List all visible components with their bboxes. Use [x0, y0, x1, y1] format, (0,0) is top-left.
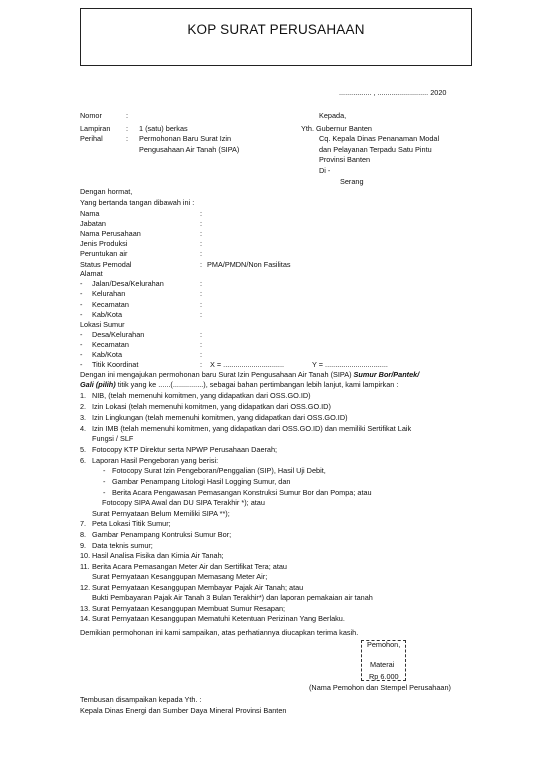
closing-text: Demikian permohonan ini kami sampaikan, atas perhatiannya diucapkan terima kasih. [80, 628, 359, 637]
list-item-number: 8. [80, 530, 87, 539]
request-line1-plain: Dengan ini mengajukan permohonan baru Surat Izin Pengusahaan Air Tanah (SIPA) [80, 370, 354, 379]
list-item-number: 2. [80, 402, 87, 411]
alamat-item-label: Kelurahan [92, 289, 126, 298]
field-colon: : [200, 249, 203, 258]
lampiran-colon: : [126, 124, 129, 133]
lokasi-item-label: Desa/Kelurahan [92, 330, 145, 339]
list-item-number: 12. [80, 583, 91, 592]
lokasi-item-label: Kecamatan [92, 340, 129, 349]
signature-pemohon: Pemohon, [367, 640, 401, 649]
sub-item-dash: - [103, 477, 106, 486]
alamat-item-label: Kecamatan [92, 300, 129, 309]
field-label: Nama [80, 209, 100, 218]
list-item: Surat Pernyataan Kesanggupan Membuat Sumur Resapan; [92, 604, 286, 613]
recipient-kepada: Kepada, [319, 111, 347, 120]
lokasi-item-colon: : [200, 340, 203, 349]
recipient-di: Di - [319, 166, 331, 175]
field-value: PMA/PMDN/Non Fasilitas [207, 260, 291, 269]
field-colon: : [200, 239, 203, 248]
list-item-continuation: Surat Pernyataan Kesanggupan Memasang Meter Air; [92, 572, 268, 581]
nomor-colon: : [126, 111, 129, 120]
list-item-number: 7. [80, 519, 87, 528]
recipient-cq-line2: dan Pelayanan Terpadu Satu Pintu [319, 145, 432, 154]
request-line2-plain: titik yang ke ......(...............), sebagai bahan pertimbangan lebih lanjut, kami lampirkan : [115, 380, 399, 389]
field-colon: : [200, 209, 203, 218]
list-item-number: 10. [80, 551, 91, 560]
alamat-item-colon: : [200, 300, 203, 309]
lokasi-item-colon: : [200, 330, 203, 339]
list-item-number: 11. [80, 562, 90, 571]
alamat-dash: - [80, 300, 83, 309]
list-item-number: 6. [80, 456, 87, 465]
list-item: Izin Lingkungan (telah memenuhi komitmen, yang didapatkan dari OSS.GO.ID) [92, 413, 348, 422]
tembusan-item: Kepala Dinas Energi dan Sumber Daya Mineral Provinsi Banten [80, 706, 287, 715]
letterhead-box [80, 8, 472, 66]
list-item-continuation: Bukti Pembayaran Pajak Air Tanah 3 Bulan Terakhir*) dan laporan pemakaian air tanah [92, 593, 373, 602]
lokasi-dash: - [80, 350, 83, 359]
materai-label: Materai [370, 660, 395, 669]
list-item: Fotocopy KTP Direktur serta NPWP Perusahaan Daerah; [92, 445, 278, 454]
field-label: Peruntukan air [80, 249, 128, 258]
recipient-city: Serang [340, 177, 364, 186]
recipient-yth: Yth. Gubernur Banten [301, 124, 372, 133]
titik-x: X = .............................. [210, 360, 285, 369]
list-item-number: 9. [80, 541, 87, 550]
list-item-number: 3. [80, 413, 87, 422]
titik-label: Titik Koordinat [92, 360, 139, 369]
field-label: Jabatan [80, 219, 106, 228]
list-item: Hasil Analisa Fisika dan Kimia Air Tanah; [92, 551, 224, 560]
list-item: Berita Acara Pemasangan Meter Air dan Sertifikat Tera; atau [92, 562, 287, 571]
alamat-dash: - [80, 279, 83, 288]
titik-y: Y = ............................... [312, 360, 388, 369]
list-item: Izin IMB (telah memenuhi komitmen, yang didapatkan dari OSS.GO.ID) dan memiliki Sertifikat Laik [92, 424, 412, 433]
sub-item-dash: - [103, 466, 106, 475]
list-item: Izin Lokasi (telah memenuhi komitmen, yang didapatkan dari OSS.GO.ID) [92, 402, 331, 411]
lokasi-dash: - [80, 340, 83, 349]
list-item-number: 5. [80, 445, 87, 454]
lampiran-label: Lampiran [80, 124, 111, 133]
sub-item: Fotocopy Surat Izin Pengeboran/Penggalian (SIP), Hasil Uji Debit, [112, 466, 326, 475]
list-item-number: 4. [80, 424, 87, 433]
letterhead-title: KOP SURAT PERUSAHAAN [187, 22, 365, 37]
alamat-dash: - [80, 289, 83, 298]
field-label: Jenis Produksi [80, 239, 128, 248]
alamat-item-colon: : [200, 279, 203, 288]
list-item-continuation: Fungsi / SLF [92, 434, 134, 443]
request-line2 [80, 381, 398, 390]
lokasi-heading: Lokasi Sumur [80, 320, 125, 329]
field-label: Status Pemodal [80, 260, 132, 269]
recipient-cq-line3: Provinsi Banten [319, 155, 371, 164]
intro-text: Yang bertanda tangan dibawah ini : [80, 198, 195, 207]
perihal-value-line1: Permohonan Baru Surat Izin [139, 134, 232, 143]
sub-item: Berita Acara Pengawasan Pemasangan Konstruksi Sumur Bor dan Pompa; atau [112, 488, 372, 497]
lampiran-value: 1 (satu) berkas [139, 124, 188, 133]
field-colon: : [200, 219, 203, 228]
alamat-item-label: Kab/Kota [92, 310, 123, 319]
request-line1 [80, 371, 419, 380]
list-item: NIB, (telah memenuhi komitmen, yang didapatkan dari OSS.GO.ID) [92, 391, 311, 400]
sub-plain-line: Surat Pernyataan Belum Memiliki SIPA **); [92, 509, 230, 518]
alamat-dash: - [80, 310, 83, 319]
lokasi-dash: - [80, 330, 83, 339]
list-item-number: 14. [80, 614, 91, 623]
list-item: Peta Lokasi Titik Sumur; [92, 519, 171, 528]
request-line1-bold: Sumur Bor/Pantek/ [353, 370, 420, 379]
signature-caption: (Nama Pemohon dan Stempel Perusahaan) [309, 683, 451, 692]
materai-amount: Rp 6.000 [369, 672, 399, 681]
sub-plain-line: Fotocopy SIPA Awal dan DU SIPA Terakhir *); atau [102, 498, 265, 507]
request-line2-bold: Gali (pilih) [80, 380, 116, 389]
perihal-label: Perihal [80, 134, 103, 143]
lokasi-item-colon: : [200, 350, 203, 359]
perihal-colon: : [126, 134, 129, 143]
alamat-heading: Alamat [80, 269, 103, 278]
list-item-number: 13. [80, 604, 91, 613]
tembusan-heading: Tembusan disampaikan kepada Yth. : [80, 695, 202, 704]
list-item: Laporan Hasil Pengeboran yang berisi: [92, 456, 219, 465]
list-item: Surat Pernyataan Kesanggupan Mematuhi Ketentuan Perizinan Yang Berlaku. [92, 614, 345, 623]
field-label: Nama Perusahaan [80, 229, 141, 238]
field-colon: : [200, 229, 203, 238]
list-item: Surat Pernyataan Kesanggupan Membayar Pajak Air Tanah; atau [92, 583, 304, 592]
greeting: Dengan hormat, [80, 187, 133, 196]
nomor-label: Nomor [80, 111, 102, 120]
lokasi-item-label: Kab/Kota [92, 350, 123, 359]
titik-colon: : [200, 360, 203, 369]
perihal-value-line2: Pengusahaan Air Tanah (SIPA) [139, 145, 240, 154]
recipient-cq-line1: Cq. Kepala Dinas Penanaman Modal [319, 134, 440, 143]
sub-item-dash: - [103, 488, 106, 497]
sub-item: Gambar Penampang Litologi Hasil Logging Sumur, dan [112, 477, 291, 486]
alamat-item-colon: : [200, 310, 203, 319]
date-line: ................ , ......................... 2020 [339, 88, 447, 97]
field-colon: : [200, 260, 203, 269]
titik-dash: - [80, 360, 83, 369]
alamat-item-label: Jalan/Desa/Kelurahan [92, 279, 164, 288]
alamat-item-colon: : [200, 289, 203, 298]
list-item: Gambar Penampang Kontruksi Sumur Bor; [92, 530, 232, 539]
list-item: Data teknis sumur; [92, 541, 153, 550]
list-item-number: 1. [80, 391, 87, 400]
